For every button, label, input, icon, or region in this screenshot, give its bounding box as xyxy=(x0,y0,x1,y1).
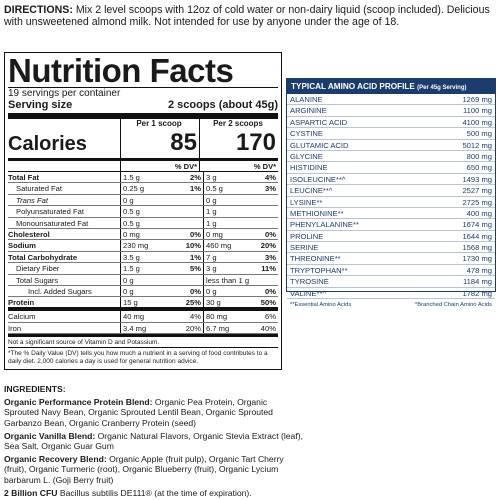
amino-row xyxy=(287,208,495,219)
amount-2-scoops: 0.5 g xyxy=(203,183,245,193)
amino-name: PHENYLALANINE** xyxy=(290,220,359,230)
amount-1-scoop: 0.25 g xyxy=(120,183,168,193)
nutrient-row xyxy=(8,229,278,240)
amino-row xyxy=(287,105,495,116)
footnote-dv: *The % Daily Value (DV) tells you how much a nutrient in a serving of food contributes to a daily diet. 2,000 calories a day is used for general nutrition advice. xyxy=(8,347,278,366)
amount-1-scoop: 3.5 g xyxy=(120,252,168,262)
amino-value: 400 mg xyxy=(466,208,492,218)
amount-2-scoops: 3 g xyxy=(203,263,245,273)
amino-row xyxy=(287,151,495,162)
dv-1-scoop xyxy=(168,195,203,205)
amino-value: 1674 mg xyxy=(462,220,492,230)
ingredients-list xyxy=(4,397,304,498)
calories-row xyxy=(8,119,278,161)
amount-2-scoops: 460 mg xyxy=(203,240,245,250)
serving-size-label: Serving size xyxy=(8,99,73,111)
amino-name: ISOLEUCINE**^ xyxy=(290,174,346,184)
amino-name: HISTIDINE xyxy=(290,163,328,173)
amino-value: 5012 mg xyxy=(462,140,492,150)
nutrient-name: Calcium xyxy=(8,312,36,322)
amino-value: 650 mg xyxy=(466,163,492,173)
amino-value: 4100 mg xyxy=(462,117,492,127)
calories-2-scoops: 170 xyxy=(235,129,276,156)
amino-row xyxy=(287,140,495,151)
amount-1-scoop: 0 g xyxy=(120,195,168,205)
blend-name: Organic Vanilla Blend: xyxy=(4,430,96,441)
col2-header: Per 2 scoops xyxy=(213,119,263,128)
amount-1-scoop: 1.5 g xyxy=(120,172,168,182)
dv-2-scoops: 20% xyxy=(260,241,276,251)
ingredient-blend xyxy=(4,454,304,485)
amino-name: GLUTAMIC ACID xyxy=(290,140,349,150)
amino-title-small: (Per 45g Serving) xyxy=(417,85,467,91)
blend-text: Organic Pea Protein, Organic Sprouted Navy Bean, Organic Sprouted Lentil Bean, Organic Sprouted Garbanzo Bean, Organic Cranberry Protein (seed) xyxy=(4,397,273,428)
nutrient-name: Saturated Fat xyxy=(16,184,63,194)
blend-text: Organic Apple (fruit pulp), Organic Tart Cherry (fruit), Organic Turmeric (root), Organic Blueberry (fruit), Organic Lycium barbarum L. (Goji Berry fruit) xyxy=(4,454,284,485)
blend-text: Bacillus subtilis DE111® (at the time of expiration). xyxy=(57,487,252,498)
nutrient-name: Protein xyxy=(8,298,35,308)
amount-1-scoop: 0.5 g xyxy=(120,206,168,216)
amount-1-scoop: 0.5 g xyxy=(120,218,168,228)
amino-foot-branched: ^Branched Chain Amino Acids xyxy=(414,302,492,309)
amino-name: ALANINE xyxy=(290,95,323,104)
amount-1-scoop: 1.5 g xyxy=(120,263,168,273)
amino-row xyxy=(287,174,495,185)
amount-2-scoops: 0 g xyxy=(203,286,245,296)
dv-1-scoop: 5% xyxy=(190,264,201,274)
dv-2-scoops: 0% xyxy=(265,286,276,296)
nutrient-name: Monounsaturated Fat xyxy=(16,218,89,228)
amino-value: 2725 mg xyxy=(462,197,492,207)
amino-name: VALINE**^ xyxy=(290,288,326,298)
nutrient-name: Total Sugars xyxy=(16,275,59,285)
amino-row xyxy=(287,231,495,242)
amino-name: METHIONINE** xyxy=(290,208,344,218)
dv-2-scoops: 0% xyxy=(265,229,276,239)
dv-1-scoop xyxy=(168,218,203,228)
nutrient-row xyxy=(8,323,278,334)
dv-2-scoops xyxy=(245,195,278,205)
amino-name: TRYPTOPHAN** xyxy=(290,265,348,275)
amino-value: 800 mg xyxy=(466,151,492,161)
amino-name: LEUCINE**^ xyxy=(290,186,333,196)
amount-2-scoops: 80 mg xyxy=(203,311,245,321)
amino-row xyxy=(287,253,495,264)
amino-acid-profile-panel xyxy=(286,78,496,309)
amount-1-scoop: 0 g xyxy=(120,286,168,296)
amino-row xyxy=(287,219,495,230)
amino-value: 1568 mg xyxy=(462,243,492,253)
amount-2-scoops: 0 g xyxy=(203,195,245,205)
calories-label: Calories xyxy=(8,133,87,155)
amino-value: 1730 mg xyxy=(462,254,492,264)
amount-2-scoops: 6.7 mg xyxy=(203,323,245,333)
dv-header-row xyxy=(8,161,278,172)
amino-row xyxy=(287,185,495,196)
amino-rows xyxy=(287,94,495,299)
amino-value: 500 mg xyxy=(466,129,492,139)
col1-header: Per 1 scoop xyxy=(136,119,182,128)
nutrient-row xyxy=(8,311,278,322)
amino-row xyxy=(287,117,495,128)
amount-2-scoops: 1 g xyxy=(203,218,245,228)
calories-col-1 xyxy=(120,119,199,158)
ingredients-section xyxy=(4,384,304,500)
nutrient-row xyxy=(8,297,278,311)
dv-1-scoop: 1% xyxy=(190,252,201,262)
ingredient-blend xyxy=(4,397,304,428)
dv-2-scoops xyxy=(245,218,278,228)
dv-1-scoop xyxy=(168,206,203,216)
amino-row xyxy=(287,162,495,173)
ingredient-blend xyxy=(4,488,304,498)
ingredient-blend xyxy=(4,431,304,451)
dv-1-scoop: 25% xyxy=(185,298,201,308)
amount-2-scoops: 7 g xyxy=(203,252,245,262)
amino-title xyxy=(287,79,495,94)
nutrient-row xyxy=(8,240,278,251)
nutrient-row xyxy=(8,195,278,206)
amino-value: 1644 mg xyxy=(462,231,492,241)
dv-2-scoops: 3% xyxy=(265,184,276,194)
dv-header-1: % DV* xyxy=(120,161,199,171)
amount-1-scoop: 0 g xyxy=(120,275,168,285)
dv-1-scoop: 0% xyxy=(190,229,201,239)
nutrient-row xyxy=(8,206,278,217)
amino-value: 2527 mg xyxy=(462,186,492,196)
directions-label: DIRECTIONS: xyxy=(4,4,73,16)
amino-name: LYSINE** xyxy=(290,197,323,207)
nutrient-name: Iron xyxy=(8,323,22,333)
amount-1-scoop: 230 mg xyxy=(120,240,168,250)
amount-1-scoop: 0 mg xyxy=(120,229,168,239)
ingredients-heading: INGREDIENTS: xyxy=(4,384,66,394)
amino-value: 1100 mg xyxy=(463,106,492,116)
dv-1-scoop: 1% xyxy=(190,184,201,194)
serving-size xyxy=(8,99,278,119)
amino-name: CYSTINE xyxy=(290,129,323,139)
dv-1-scoop: 2% xyxy=(190,173,201,182)
calories-1-scoop: 85 xyxy=(170,129,197,156)
amount-1-scoop: 15 g xyxy=(120,297,168,307)
amount-2-scoops: 3 g xyxy=(203,172,245,182)
footnote-vitamins: Not a significant source of Vitamin D and Potassium. xyxy=(8,334,278,347)
blend-name: 2 Billion CFU xyxy=(4,487,58,498)
amino-row xyxy=(287,276,495,287)
amino-value: 1184 mg xyxy=(463,277,492,287)
dv-1-scoop: 20% xyxy=(185,323,201,333)
nutrient-name: Sodium xyxy=(8,241,36,251)
amino-row xyxy=(287,94,495,105)
dv-2-scoops: 4% xyxy=(265,173,276,182)
calories-col-2 xyxy=(199,119,278,158)
dv-2-scoops: 3% xyxy=(265,252,276,262)
amount-2-scoops: 30 g xyxy=(203,297,245,307)
nutrition-facts-panel xyxy=(4,52,282,370)
amino-title-main: TYPICAL AMINO ACID PROFILE xyxy=(291,82,415,91)
amino-foot-essential: **Essential Amino Acids xyxy=(290,302,352,309)
amino-name: GLYCINE xyxy=(290,151,323,161)
nutrient-row xyxy=(8,252,278,263)
nutrient-name: Trans Fat xyxy=(16,195,48,205)
amino-name: TYROSINE xyxy=(290,277,329,287)
amino-name: SERINE xyxy=(290,243,319,253)
nutrient-name: Total Fat xyxy=(8,173,40,182)
nutrient-row xyxy=(8,286,278,297)
amino-value: 478 mg xyxy=(466,265,492,275)
dv-2-scoops xyxy=(245,206,278,216)
nutrient-row xyxy=(8,183,278,194)
dv-1-scoop xyxy=(168,275,203,285)
dv-2-scoops xyxy=(245,275,278,285)
dv-2-scoops: 40% xyxy=(260,323,276,333)
nutrient-row xyxy=(8,218,278,229)
nutrient-name: Incl. Added Sugars xyxy=(28,286,92,296)
blend-name: Organic Recovery Blend: xyxy=(4,454,107,465)
amino-row xyxy=(287,197,495,208)
nutrient-name: Polyunsaturated Fat xyxy=(16,207,84,217)
amino-row xyxy=(287,288,495,299)
nutrient-row xyxy=(8,263,278,274)
dv-1-scoop: 10% xyxy=(185,241,201,251)
amount-2-scoops: 0 mg xyxy=(203,229,245,239)
dv-2-scoops: 11% xyxy=(261,264,276,274)
amino-value: 1782 mg xyxy=(462,288,492,298)
blend-name: Organic Performance Protein Blend: xyxy=(4,397,153,408)
nutrient-rows xyxy=(8,172,278,334)
amount-1-scoop: 3.4 mg xyxy=(120,323,168,333)
dv-1-scoop: 4% xyxy=(190,312,201,322)
dv-header-2: % DV* xyxy=(199,161,278,171)
nutrient-row xyxy=(8,275,278,286)
nutrient-row xyxy=(8,172,278,183)
amino-row xyxy=(287,128,495,139)
servings-per-container: 19 servings per container xyxy=(8,87,278,99)
amino-value: 1269 mg xyxy=(462,95,492,104)
blend-text: Organic Natural Flavors, Organic Stevia Extract (leaf), Sea Salt, Organic Guar Gum xyxy=(4,430,303,452)
nutrient-name: Dietary Fiber xyxy=(16,264,60,274)
directions-body: Mix 2 level scoops with 12oz of cold water or non-dairy liquid (scoop included). Delicious with unsweetened almond milk. xyxy=(4,4,490,28)
amount-2-scoops: less than 1 g xyxy=(203,275,245,285)
amount-1-scoop: 40 mg xyxy=(120,311,168,321)
directions-note: Not intended for use by anyone under the age of 18. xyxy=(154,16,400,28)
amino-row xyxy=(287,242,495,253)
amino-name: THREONINE** xyxy=(290,254,341,264)
amino-row xyxy=(287,265,495,276)
amino-value: 1493 mg xyxy=(462,174,492,184)
directions-text xyxy=(4,4,496,28)
dv-2-scoops: 50% xyxy=(260,298,276,308)
dv-2-scoops: 6% xyxy=(265,312,276,322)
dv-1-scoop: 0% xyxy=(190,286,201,296)
amount-2-scoops: 1 g xyxy=(203,206,245,216)
amino-name: PROLINE xyxy=(290,231,324,241)
amino-name: ARGININE xyxy=(290,106,327,116)
nutrient-name: Cholesterol xyxy=(8,229,50,239)
nutrition-facts-title: Nutrition Facts xyxy=(8,52,234,89)
nutrient-name: Total Carbohydrate xyxy=(8,252,78,262)
amino-footnote xyxy=(287,299,495,308)
amino-name: ASPARTIC ACID xyxy=(290,117,348,127)
serving-size-value: 2 scoops (about 45g) xyxy=(167,99,278,111)
